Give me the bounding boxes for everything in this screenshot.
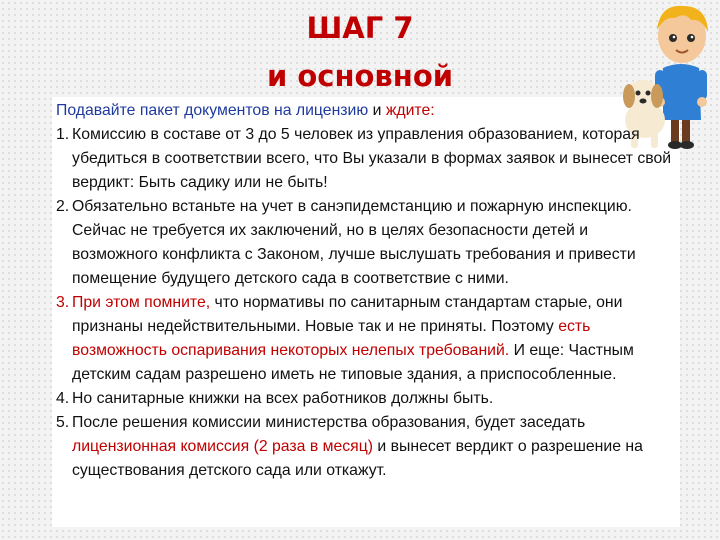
list-item <box>56 123 672 195</box>
slide-title <box>0 4 720 100</box>
intro-and: и <box>368 102 386 119</box>
list-item <box>56 291 672 387</box>
list-item <box>56 387 672 411</box>
title-line-2: и основной <box>266 59 454 93</box>
item-text: Комиссию в составе от 3 до 5 человек из управления образованием, которая убедиться в соответствии всего, что Вы указали в формах заявок и вынесет свой вердикт: Быть садику или не быть! <box>72 126 672 191</box>
item-number: 3. <box>56 294 70 311</box>
item-text: После решения комиссии министерства образования, будет заседать <box>72 414 586 431</box>
item-text: Но санитарные книжки на всех работников должны быть. <box>72 390 494 407</box>
item-highlight: При этом помните, <box>72 294 211 311</box>
item-highlight: лицензионная комиссия (2 раза в месяц) <box>72 438 374 455</box>
main-text <box>56 99 672 483</box>
list-item <box>56 195 672 291</box>
item-number: 1. <box>56 126 70 143</box>
title-line-1: ШАГ 7 <box>306 11 414 45</box>
item-text: Обязательно встаньте на учет в санэпидемстанцию и пожарную инспекцию. Сейчас не требуется их заключений, но в целях безопасности детей и возможного конфликта с Законом, лучше выслушать требования и привести помещение будущего детского сада в соответствие с ними. <box>72 198 636 287</box>
item-highlight: есть возможность оспаривания некоторых нелепых требований. <box>72 318 591 359</box>
intro-wait: ждите: <box>385 102 435 119</box>
intro-text: Подавайте пакет документов на лицензию <box>56 102 369 119</box>
item-number: 4. <box>56 390 70 407</box>
item-text: И еще: Частным детским садам разрешено иметь не типовые здания, а приспособленные. <box>72 342 634 383</box>
item-text: что нормативы по санитарным стандартам старые, они признаны недействительными. Новые так и не приняты. Поэтому <box>72 294 623 335</box>
item-text: и вынесет вердикт о разрешение на существования детского сада или откажут. <box>72 438 643 479</box>
item-number: 5. <box>56 414 70 431</box>
steps-list <box>56 123 672 483</box>
item-number: 2. <box>56 198 70 215</box>
intro-line <box>56 99 672 123</box>
list-item <box>56 411 672 483</box>
